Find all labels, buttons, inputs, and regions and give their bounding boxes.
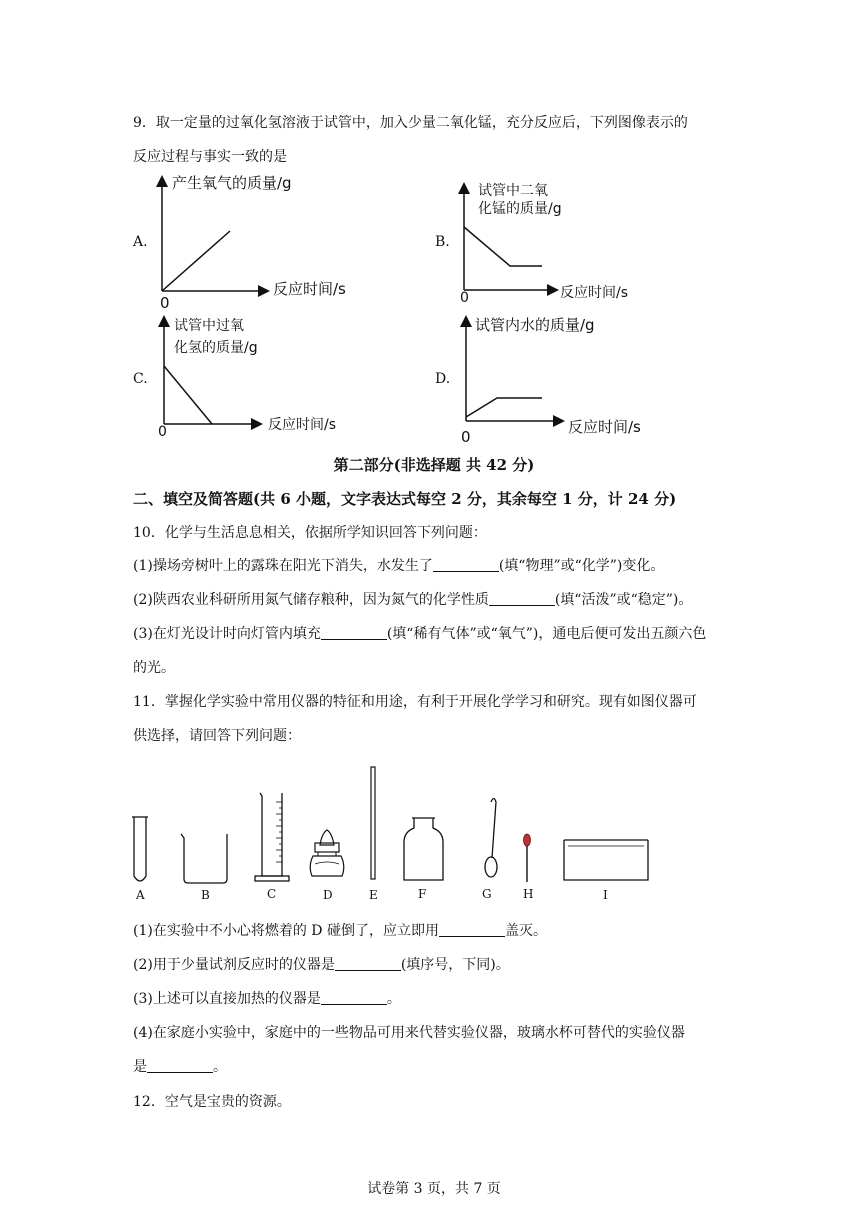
graph-b-ylabel-1: 试管中二氧 bbox=[478, 183, 548, 199]
graph-a-ylabel: 产生氧气的质量/g bbox=[172, 174, 292, 192]
q10-part3-cont: 的光。 bbox=[133, 660, 175, 676]
graph-b-ylabel-2: 化锰的质量/g bbox=[478, 201, 562, 217]
q9-option-d: D. bbox=[435, 371, 451, 387]
q11-part3 bbox=[133, 990, 401, 1008]
q11-part4-tail: 。 bbox=[213, 1059, 227, 1075]
q9-option-a: A. bbox=[133, 234, 148, 250]
reagent-bottle-icon bbox=[404, 818, 443, 880]
page-footer: 试卷第 3 页，共 7 页 bbox=[367, 1181, 501, 1197]
beaker-icon bbox=[181, 834, 227, 883]
graph-c-xlabel: 反应时间/s bbox=[268, 417, 337, 433]
q11-part1-tail: 盖灭。 bbox=[504, 923, 547, 939]
q10-part3-hint: (填“稀有气体”或“氧气”)，通电后便可发出五颜六色 bbox=[386, 626, 707, 642]
dropper-icon bbox=[524, 834, 531, 882]
instrument-label-d: D bbox=[323, 888, 333, 902]
q10-part1-hint: (填“物理”或“化学”)变化。 bbox=[498, 558, 665, 574]
test-tube-icon bbox=[132, 817, 148, 881]
q9-stem-line1: 9．取一定量的过氧化氢溶液于试管中，加入少量二氧化锰，充分反应后，下列图像表示的 bbox=[133, 115, 688, 131]
instrument-label-f: F bbox=[418, 887, 427, 901]
water-trough-icon bbox=[564, 840, 648, 880]
graduated-cylinder-icon bbox=[255, 793, 289, 881]
instrument-label-g: G bbox=[482, 887, 492, 901]
instrument-label-a: A bbox=[136, 888, 145, 902]
q10-part1-text: (1)操场旁树叶上的露珠在阳光下消失，水发生了 bbox=[133, 558, 433, 574]
q11-part2-tail: (填序号，下同)。 bbox=[400, 957, 510, 973]
instrument-label-c: C bbox=[267, 887, 277, 901]
glass-rod-icon bbox=[371, 767, 375, 879]
graph-c-origin: 0 bbox=[158, 424, 167, 440]
alcohol-lamp-icon bbox=[310, 830, 344, 876]
q11-stem-line1: 11．掌握化学实验中常用仪器的特征和用途，有利于开展化学学习和研究。现有如图仪器可 bbox=[133, 694, 697, 710]
q11-part2 bbox=[133, 956, 510, 974]
answer-blank bbox=[147, 1058, 213, 1073]
q11-part4: (4)在家庭小实验中，家庭中的一些物品可用来代替实验仪器，玻璃水杯可替代的实验仪器 bbox=[133, 1025, 685, 1041]
section2-subtitle: 二、填空及简答题(共 6 小题，文字表达式每空 2 分，其余每空 1 分，计 24 分) bbox=[133, 490, 677, 508]
answer-blank bbox=[321, 990, 387, 1005]
graph-b-xlabel: 反应时间/s bbox=[560, 285, 629, 301]
graph-a-xlabel: 反应时间/s bbox=[273, 280, 346, 298]
q9-stem-line2: 反应过程与事实一致的是 bbox=[133, 149, 287, 165]
graph-c-ylabel-1: 试管中过氧 bbox=[174, 318, 244, 334]
medicine-spoon-icon bbox=[485, 799, 497, 878]
q10-stem: 10．化学与生活息息相关，依据所学知识回答下列问题： bbox=[133, 525, 487, 541]
q9-option-b: B. bbox=[435, 234, 450, 250]
section2-title: 第二部分(非选择题 共 42 分) bbox=[333, 456, 535, 474]
q10-part2-hint: (填“活泼”或“稳定”)。 bbox=[554, 592, 693, 608]
graph-c-ylabel-2: 化氢的质量/g bbox=[174, 340, 258, 356]
graph-b-origin: 0 bbox=[460, 290, 469, 306]
graph-d-ylabel: 试管内水的质量/g bbox=[475, 316, 595, 334]
q11-part3-tail: 。 bbox=[386, 991, 401, 1007]
q12-stem: 12．空气是宝贵的资源。 bbox=[133, 1094, 291, 1110]
q11-part1 bbox=[133, 922, 547, 940]
graph-d-xlabel: 反应时间/s bbox=[568, 418, 641, 436]
q11-part4-text: 是 bbox=[133, 1059, 147, 1075]
instrument-label-b: B bbox=[201, 888, 210, 902]
q11-part2-text: (2)用于少量试剂反应时的仪器是 bbox=[133, 957, 335, 973]
q11-part3-text: (3)上述可以直接加热的仪器是 bbox=[133, 991, 321, 1007]
answer-blank bbox=[439, 922, 505, 937]
graph-a-origin: 0 bbox=[160, 294, 170, 312]
instrument-label-h: H bbox=[523, 887, 534, 901]
q10-part2-text: (2)陕西农业科研所用氮气储存粮种，因为氮气的化学性质 bbox=[133, 592, 489, 608]
q11-part4-cont bbox=[133, 1058, 227, 1076]
q11-part1-text: (1)在实验中不小心将燃着的 D 碰倒了，应立即用 bbox=[133, 923, 439, 939]
q11-stem-line2: 供选择，请回答下列问题： bbox=[133, 728, 301, 744]
q10-part3-text: (3)在灯光设计时向灯管内填充 bbox=[133, 626, 321, 642]
q9-option-c: C. bbox=[133, 371, 148, 387]
answer-blank bbox=[335, 956, 401, 971]
instrument-label-i: I bbox=[603, 888, 608, 902]
instrument-label-e: E bbox=[369, 888, 378, 902]
graph-d-origin: 0 bbox=[461, 428, 471, 446]
